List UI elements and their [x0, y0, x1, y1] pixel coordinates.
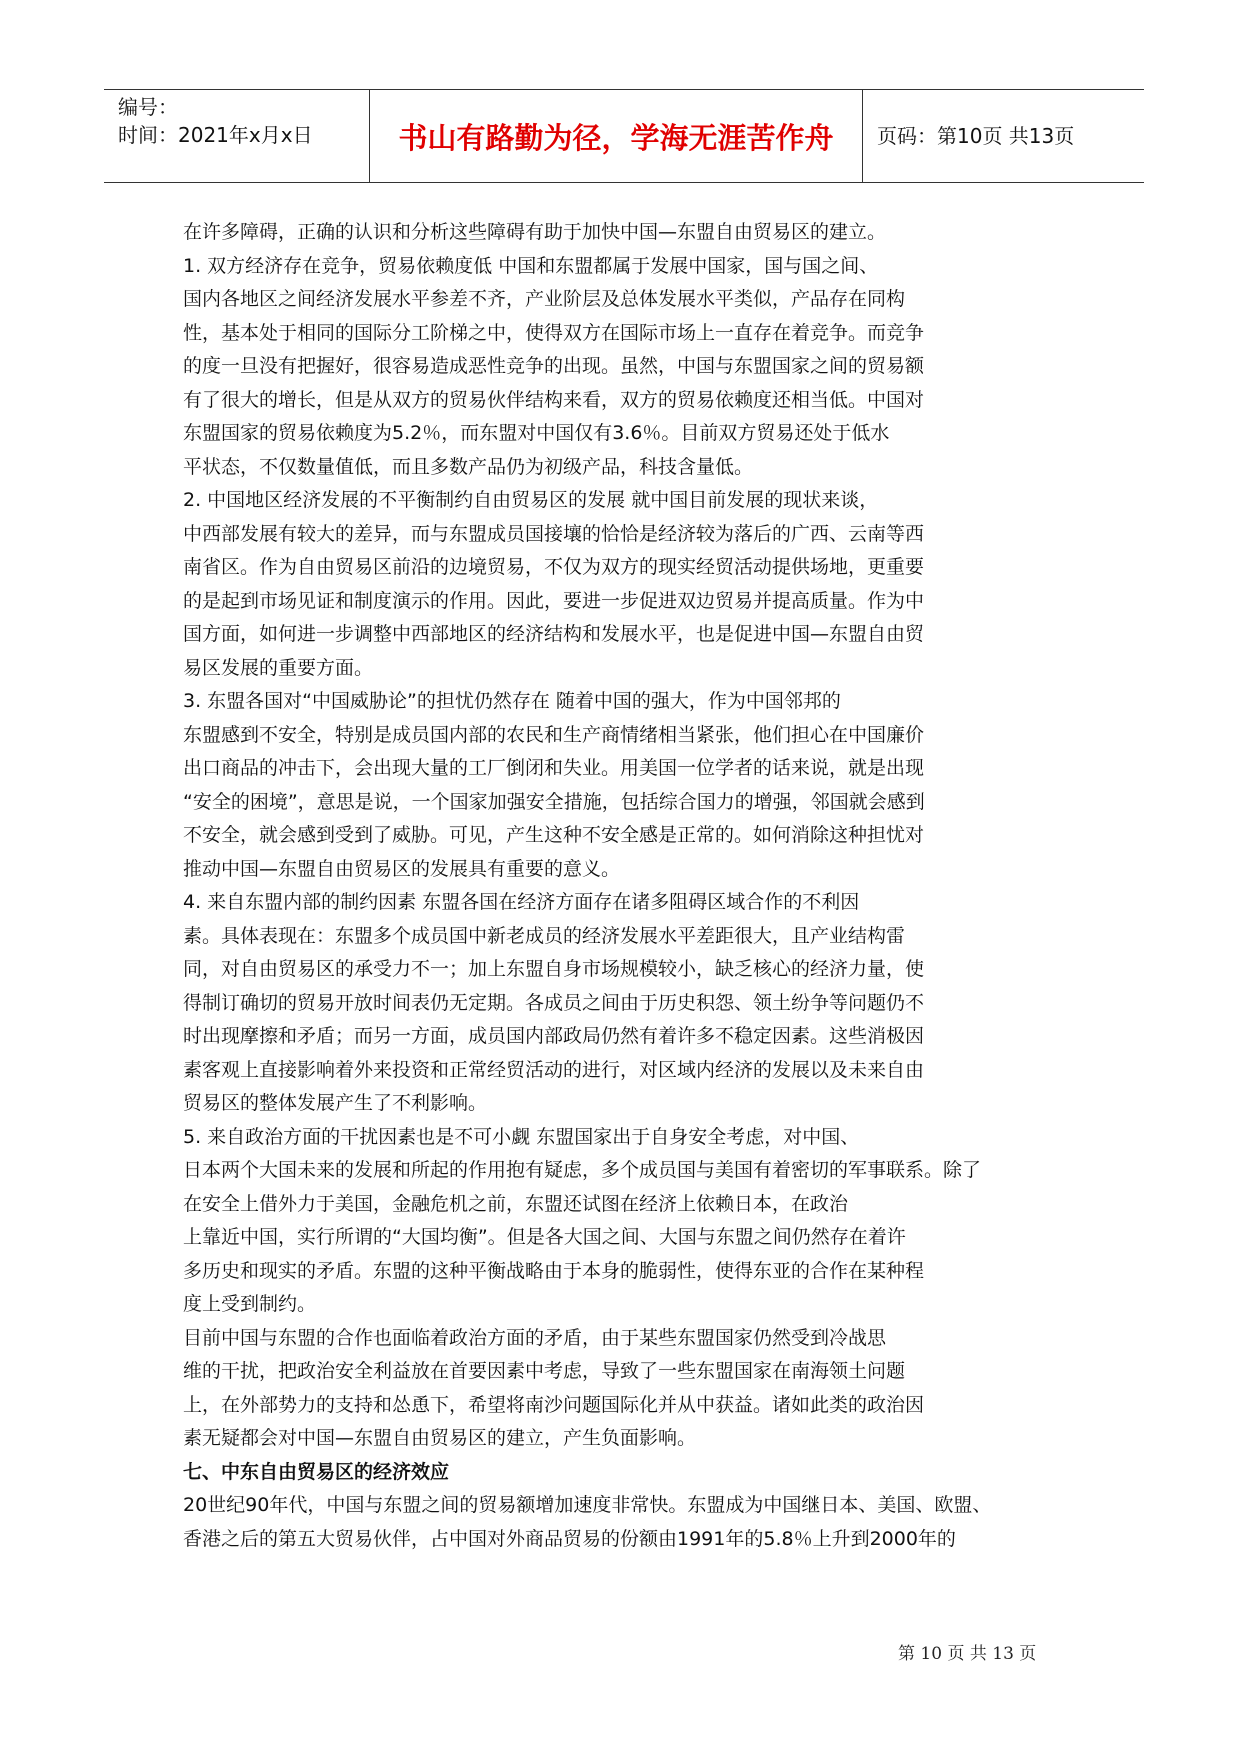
text-line: 1. 双方经济存在竞争，贸易依赖度低 中国和东盟都属于发展中国家，国与国之间、: [183, 254, 879, 277]
header-motto: 书山有路勤为径，学海无涯苦作舟: [398, 121, 834, 155]
text-line: 20世纪90年代，中国与东盟之间的贸易额增加速度非常快。东盟成为中国继日本、美国、欧盟、: [183, 1494, 992, 1516]
text-line: 性，基本处于相同的国际分工阶梯之中，使得双方在国际市场上一直存在着竞争。而竞争: [183, 321, 925, 344]
text-line: 素客观上直接影响着外来投资和正常经贸活动的进行，对区域内经济的发展以及未来自由: [183, 1058, 925, 1081]
text-line: 时出现摩擦和矛盾；而另一方面，成员国内部政局仍然有着许多不稳定因素。这些消极因: [183, 1025, 925, 1047]
text-line: 日本两个大国未来的发展和所起的作用抱有疑虑，多个成员国与美国有着密切的军事联系。除了: [183, 1159, 982, 1181]
text-line: 出口商品的冲击下，会出现大量的工厂倒闭和失业。用美国一位学者的话来说，就是出现: [183, 757, 925, 779]
text-line: 东盟感到不安全，特别是成员国内部的农民和生产商情绪相当紧张，他们担心在中国廉价: [183, 723, 925, 746]
text-line: 同，对自由贸易区的承受力不一；加上东盟自身市场规模较小，缺乏核心的经济力量，使: [183, 958, 925, 980]
page-footer: 第 10 页 共 13 页: [898, 1644, 1037, 1664]
header-motto-cell: [369, 90, 863, 182]
text-line: 不安全，就会感到受到了威胁。可见，产生这种不安全感是正常的。如何消除这种担忧对: [183, 824, 925, 846]
text-line: 国方面，如何进一步调整中西部地区的经济结构和发展水平，也是促进中国—东盟自由贸: [183, 623, 925, 645]
text-line: 度上受到制约。: [183, 1293, 317, 1315]
text-line: “安全的困境”，意思是说，一个国家加强安全措施，包括综合国力的增强，邻国就会感到: [183, 790, 925, 813]
text-line: 的是起到市场见证和制度演示的作用。因此，要进一步促进双边贸易并提高质量。作为中: [183, 589, 925, 612]
text-line: 中西部发展有较大的差异，而与东盟成员国接壤的恰恰是经济较为落后的广西、云南等西: [183, 522, 925, 545]
text-line: 素。具体表现在：东盟多个成员国中新老成员的经济发展水平差距很大，且产业结构雷: [183, 924, 906, 947]
text-line: 推动中国—东盟自由贸易区的发展具有重要的意义。: [183, 857, 621, 880]
page-header: [104, 89, 1144, 183]
text-line: 素无疑都会对中国—东盟自由贸易区的建立，产生负面影响。: [183, 1427, 697, 1449]
text-line: 得制订确切的贸易开放时间表仍无定期。各成员之间由于历史积怨、领土纷争等问题仍不: [183, 991, 925, 1014]
text-line: 2. 中国地区经济发展的不平衡制约自由贸易区的发展 就中国目前发展的现状来谈，: [183, 489, 879, 511]
text-line: 4. 来自东盟内部的制约因素 东盟各国在经济方面存在诸多阻碍区域合作的不利因: [183, 891, 860, 913]
document-time-label: 时间：2021年x月x日: [118, 123, 313, 147]
text-line: 有了很大的增长，但是从双方的贸易伙伴结构来看，双方的贸易依赖度还相当低。中国对: [183, 388, 925, 411]
text-line: 上，在外部势力的支持和怂恿下，希望将南沙问题国际化并从中获益。诸如此类的政治因: [183, 1393, 925, 1416]
document-body: [183, 216, 1103, 1556]
text-line: 东盟国家的贸易依赖度为5.2％，而东盟对中国仅有3.6％。目前双方贸易还处于低水: [183, 422, 890, 444]
text-line: 在许多障碍，正确的认识和分析这些障碍有助于加快中国—东盟自由贸易区的建立。: [183, 221, 887, 243]
text-line: 目前中国与东盟的合作也面临着政治方面的矛盾，由于某些东盟国家仍然受到冷战思: [183, 1326, 887, 1349]
section-heading: 七、中东自由贸易区的经济效应: [183, 1460, 450, 1483]
text-line: 多历史和现实的矛盾。东盟的这种平衡战略由于本身的脆弱性，使得东亚的合作在某种程: [183, 1259, 925, 1282]
header-page-cell: [863, 90, 1144, 182]
text-line: 的度一旦没有把握好，很容易造成恶性竞争的出现。虽然，中国与东盟国家之间的贸易额: [183, 355, 925, 377]
page-code-label: 页码：第10页 共13页: [877, 124, 1075, 148]
text-line: 香港之后的第五大贸易伙伴，占中国对外商品贸易的份额由1991年的5.8％上升到2000年的: [183, 1527, 956, 1550]
text-line: 上靠近中国，实行所谓的“大国均衡”。但是各大国之间、大国与东盟之间仍然存在着许: [183, 1226, 906, 1248]
text-line: 贸易区的整体发展产生了不利影响。: [183, 1092, 488, 1114]
text-line: 维的干扰，把政治安全利益放在首要因素中考虑，导致了一些东盟国家在南海领土问题: [183, 1360, 906, 1382]
document-number-label: 编号：: [118, 95, 178, 119]
text-line: 平状态，不仅数量值低，而且多数产品仍为初级产品，科技含量低。: [183, 455, 754, 478]
text-line: 5. 来自政治方面的干扰因素也是不可小觑 东盟国家出于自身安全考虑，对中国、: [183, 1125, 860, 1148]
text-line: 南省区。作为自由贸易区前沿的边境贸易，不仅为双方的现实经贸活动提供场地，更重要: [183, 556, 925, 578]
text-line: 易区发展的重要方面。: [183, 656, 374, 679]
text-line: 在安全上借外力于美国，金融危机之前，东盟还试图在经济上依赖日本，在政治: [183, 1192, 849, 1215]
header-info-cell: [104, 90, 368, 182]
text-line: 3. 东盟各国对“中国威胁论”的担忧仍然存在 随着中国的强大，作为中国邻邦的: [183, 690, 841, 712]
text-line: 国内各地区之间经济发展水平参差不齐，产业阶层及总体发展水平类似，产品存在同构: [183, 288, 906, 310]
